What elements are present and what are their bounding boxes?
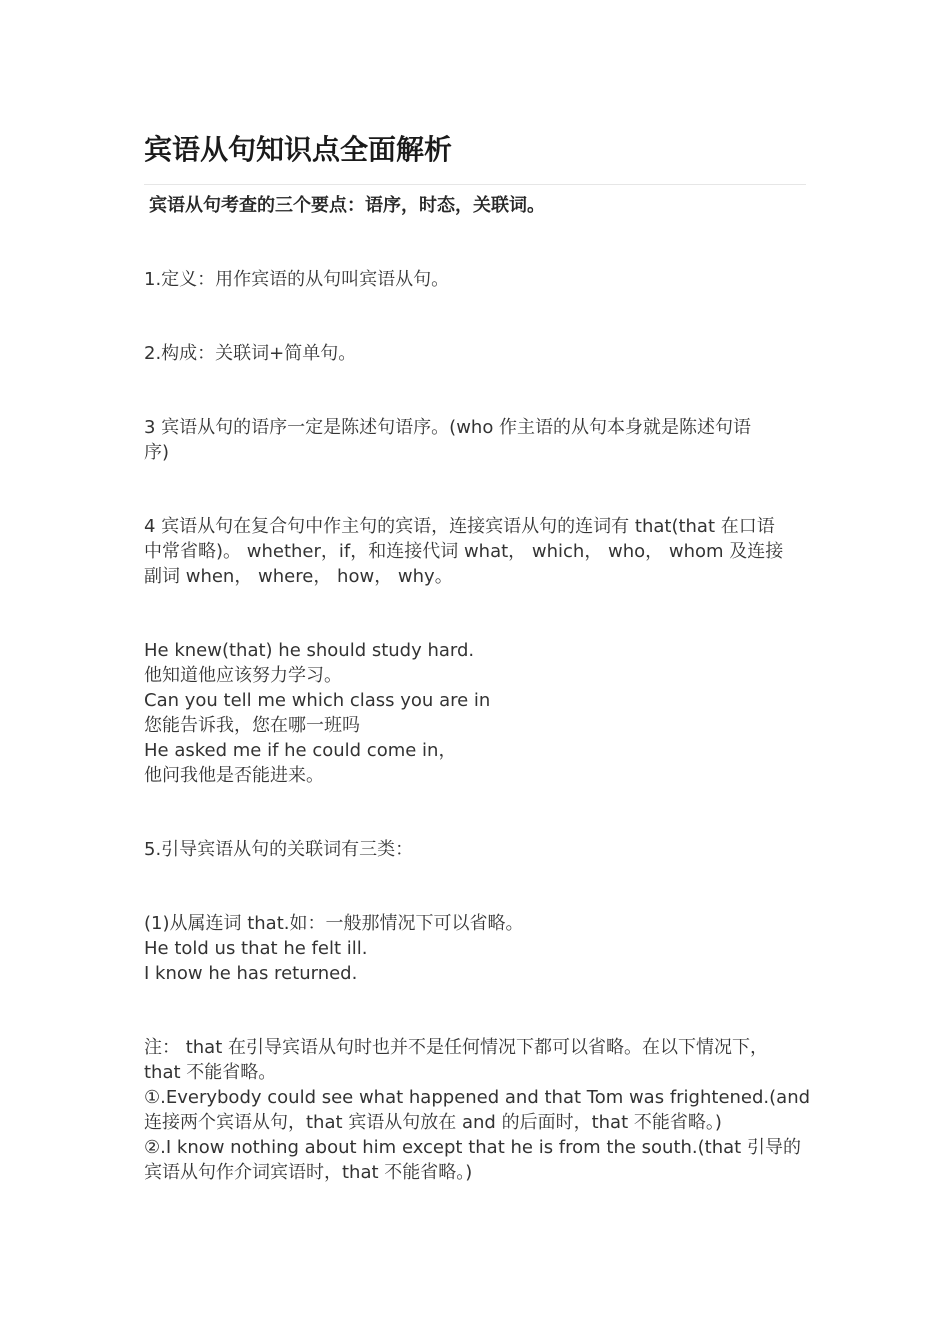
note-line: that 不能省略。 bbox=[144, 1062, 277, 1083]
note-line: 宾语从句作介词宾语时，that 不能省略。) bbox=[144, 1162, 473, 1183]
point-connective-types bbox=[144, 837, 806, 862]
example-sentences bbox=[144, 638, 806, 788]
example-line: He knew(that) he should study hard. bbox=[144, 640, 475, 661]
point-word-order-line: 3 宾语从句的语序一定是陈述句语序。(who 作主语的从句本身就是陈述句语 bbox=[144, 417, 752, 438]
subsection-that-line: He told us that he felt ill. bbox=[144, 938, 368, 959]
example-line: 他知道他应该努力学习。 bbox=[144, 665, 342, 686]
example-line: Can you tell me which class you are in bbox=[144, 690, 491, 711]
title-divider bbox=[144, 184, 806, 185]
point-word-order-line: 序) bbox=[144, 442, 170, 463]
point-connectives-line: 4 宾语从句在复合句中作主句的宾语，连接宾语从句的连词有 that(that 在口语 bbox=[144, 516, 775, 537]
point-definition-text: 1.定义：用作宾语的从句叫宾语从句。 bbox=[144, 269, 450, 290]
point-connective-types-text: 5.引导宾语从句的关联词有三类： bbox=[144, 839, 414, 860]
note-block bbox=[144, 1035, 811, 1185]
subsection-that-line: I know he has returned. bbox=[144, 963, 358, 984]
example-line: 他问我他是否能进来。 bbox=[144, 765, 324, 786]
summary-text: 宾语从句考查的三个要点：语序，时态，关联词。 bbox=[149, 195, 545, 216]
example-line: He asked me if he could come in， bbox=[144, 740, 457, 761]
point-composition bbox=[144, 341, 806, 366]
document-page bbox=[144, 128, 811, 1185]
note-line: 注： that 在引导宾语从句时也并不是任何情况下都可以省略。在以下情况下， bbox=[144, 1037, 768, 1058]
page-title: 宾语从句知识点全面解析 bbox=[144, 133, 453, 166]
note-line: ①.Everybody could see what happened and that Tom was frightened.(and bbox=[144, 1087, 811, 1108]
point-connectives-line: 中常省略)。 whether，if，和连接代词 what， which， who， whom 及连接 bbox=[144, 541, 784, 562]
point-composition-text: 2.构成：关联词+简单句。 bbox=[144, 343, 357, 364]
point-word-order bbox=[144, 415, 806, 465]
example-line: 您能告诉我，您在哪一班吗 bbox=[144, 715, 360, 736]
point-connectives bbox=[144, 514, 806, 589]
note-line: 连接两个宾语从句，that 宾语从句放在 and 的后面时，that 不能省略。) bbox=[144, 1112, 722, 1133]
subsection-that bbox=[144, 911, 806, 986]
note-line: ②.I know nothing about him except that he is from the south.(that 引导的 bbox=[144, 1137, 801, 1158]
point-connectives-line: 副词 when， where， how， why。 bbox=[144, 566, 453, 587]
subsection-that-line: (1)从属连词 that.如：一般那情况下可以省略。 bbox=[144, 913, 524, 934]
point-definition bbox=[144, 267, 806, 292]
